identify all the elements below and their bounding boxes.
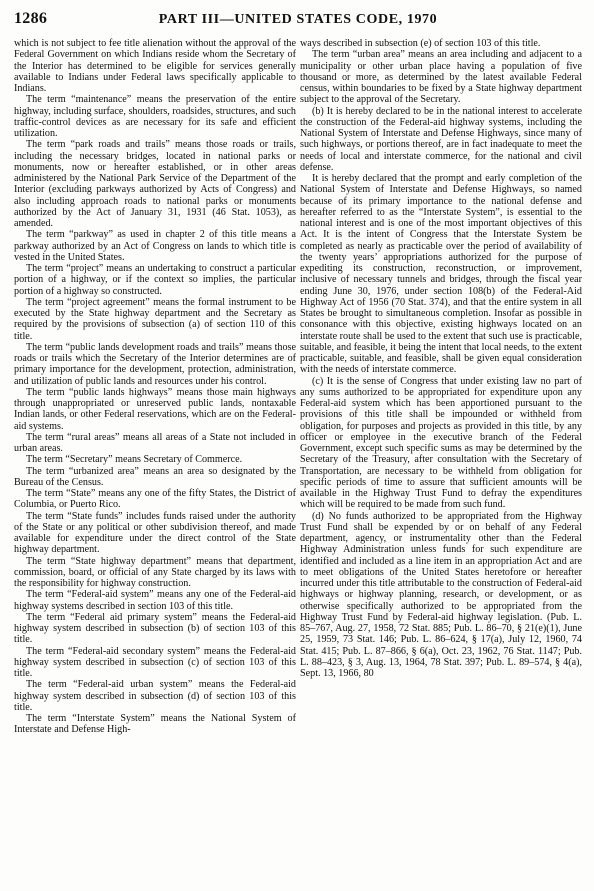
paragraph: The term “public lands development roads and trails” means those roads or trails which the Secretary of the Interior determines are of primary importance for the development, protection, administration, and utilization of public lands and resources under his control.: [14, 341, 296, 387]
text-columns: [14, 38, 582, 736]
paragraph: ways described in subsection (e) of section 103 of this title.: [300, 38, 541, 49]
paragraph: The term “State highway department” means that department, commission, board, or official of any State charged by its laws with the responsibility for highway construction.: [14, 555, 296, 589]
page-number: 1286: [14, 10, 48, 27]
paragraph: The term “State” means any one of the fifty States, the District of Columbia, or Puerto Rico.: [14, 488, 296, 511]
page-header: [14, 10, 582, 36]
paragraph: The term “project agreement” means the formal instrument to be executed by the State highway department and the Secretary as required by the provisions of subsection (a) of section 110 of this title.: [14, 296, 296, 342]
paragraph: The term “State funds” includes funds raised under the authority of the State or any political or other subdivision thereof, and made available for expenditure under the direct control of the State highway department.: [14, 510, 296, 556]
paragraph: The term “Secretary” means Secretary of Commerce.: [26, 454, 243, 466]
paragraph: The term “Federal-aid urban system” means the Federal-aid highway system described in subsection (d) of section 103 of this title.: [14, 679, 296, 713]
paragraph: The term “Federal-aid secondary system” means the Federal-aid highway system described in subsection (c) of section 103 of this title.: [14, 645, 296, 679]
paragraph: The term “park roads and trails” means those roads or trails, including the necessary bridges, located in national parks or monuments, now or hereafter established, or in other areas administered by the National Park Service of the Department of the Interior (excluding parkways authorized by Acts of Congress) and also including approach roads to national parks or monuments authorized by the Act of January 31, 1931 (46 Stat. 1053), as amended.: [14, 139, 296, 229]
paragraph: The term “maintenance” means the preservation of the entire highway, including surface, shoulders, roadsides, structures, and such traffic-control devices as are necessary for its safe and efficient utilization.: [14, 94, 296, 139]
paragraph: It is hereby declared that the prompt and early completion of the National System of Interstate and Defense Highways, so named because of its primary importance to the national defense and hereafter referred to as the “Interstate System”, is essential to the national interest and is one of the most important objectives of this Act. It is the intent of Congress that the Interstate System be completed as nearly as practicable over the period of availability of the twenty years’ appropriations authorized for the purpose of expediting its construction, reconstruction, or improvement, inclusive of necessary tunnels and bridges, through the fiscal year ending June 30, 1976, under section 108(b) of the Federal-Aid Highway Act of 1956 (70 Stat. 374), and that the entire system in all States be brought to simultaneous completion. Insofar as possible in consonance with this objective, existing highways located on an interstate route shall be used to the extent that such use is practicable, suitable, and feasible, it being the intent that local needs, to the extent practicable, suitable, and feasible, shall be given equal consideration with the needs of interstate commerce.: [300, 173, 583, 376]
paragraph: The term “urban area” means an area including and adjacent to a municipality or other urban place having a population of five thousand or more, as determined by the latest available Federal census, within boundaries to be fixed by a State highway department subject to the approval of the Secretary.: [300, 49, 582, 106]
paragraph: (c) It is the sense of Congress that under existing law no part of any sums authorized to be appropriated for expenditure upon any Federal-aid system which has been apportioned pursuant to the provisions of this title shall be impounded or withheld from obligation, for purposes and projects as provided in this title, by any officer or employee in the executive branch of the Federal Government, except such specific sums as may be determined by the Secretary of the Treasury, after consultation with the Secretary of Transportation, are necessary to be withheld from obligation for specific periods of time to assure that sufficient amounts will be available in the Highway Trust Fund to defray the expenditures which will be required to be made from such fund.: [300, 375, 582, 511]
paragraph: The term “parkway” as used in chapter 2 of this title means a parkway authorized by an Act of Congress on lands to which title is vested in the United States.: [14, 229, 296, 263]
paragraph: (d) No funds authorized to be appropriated from the Highway Trust Fund shall be expended by or on behalf of any Federal department, agency, or instrumentality other than the Federal Highway Administration unless funds for such expenditure are identified and included as a line item in an appropriation Act and are to meet obligations of the United States heretofore or hereafter incurred under this title attributable to the construction of Federal-aid highways or highway planning, research, or development, or as otherwise specifically authorized to be appropriated from the Highway Trust Fund by Federal-aid highway legislation. (Pub. L. 85–767, Aug. 27, 1958, 72 Stat. 885; Pub. L. 86–70, § 21(e)(1), June 25, 1959, 73 Stat. 146; Pub. L. 86–624, § 17(a), July 12, 1960, 74 Stat. 415; Pub. L. 87–866, § 6(a), Oct. 23, 1962, 76 Stat. 1147; Pub. L. 88–423, § 3, Aug. 13, 1964, 78 Stat. 397; Pub. L. 89–574, § 4(a), Sept. 13, 1966, 80: [300, 510, 582, 679]
left-column: [14, 38, 296, 736]
paragraph: The term “Interstate System” means the National System of Interstate and Defense High-: [14, 713, 296, 736]
paragraph: The term “Federal aid primary system” means the Federal-aid highway system described in subsection (b) of section 103 of this title.: [14, 611, 296, 646]
paragraph: The term “Federal-aid system” means any one of the Federal-aid highway systems described in section 103 of this title.: [14, 589, 296, 612]
paragraph: The term “urbanized area” means an area so designated by the Bureau of the Census.: [14, 465, 296, 488]
paragraph: The term “public lands highways” means those main highways through unappropriated or unreserved public lands, nontaxable Indian lands, or other Federal reservations, which are on the Federal-aid systems.: [14, 386, 296, 432]
right-column: [300, 38, 582, 736]
paragraph: which is not subject to fee title alienation without the approval of the Federal Government on which Indians reside whom the Secretary of the Interior has determined to be eligible for services generally available to Indians under Federal laws specifically applicable to Indians.: [14, 38, 296, 94]
paragraph: The term “project” means an undertaking to construct a particular portion of a highway, or if the context so implies, the particular portion of a highway so constructed.: [14, 263, 296, 297]
running-head: PART III—UNITED STATES CODE, 1970: [158, 12, 438, 27]
paragraph: The term “rural areas” means all areas of a State not included in urban areas.: [14, 431, 296, 454]
paragraph: (b) It is hereby declared to be in the national interest to accelerate the construction of the Federal-aid highway systems, including the National System of Interstate and Defense Highways, since many of such highways, or portions thereof, are in fact inadequate to meet the needs of local and interstate commerce, for the national and civil defense.: [300, 105, 582, 173]
